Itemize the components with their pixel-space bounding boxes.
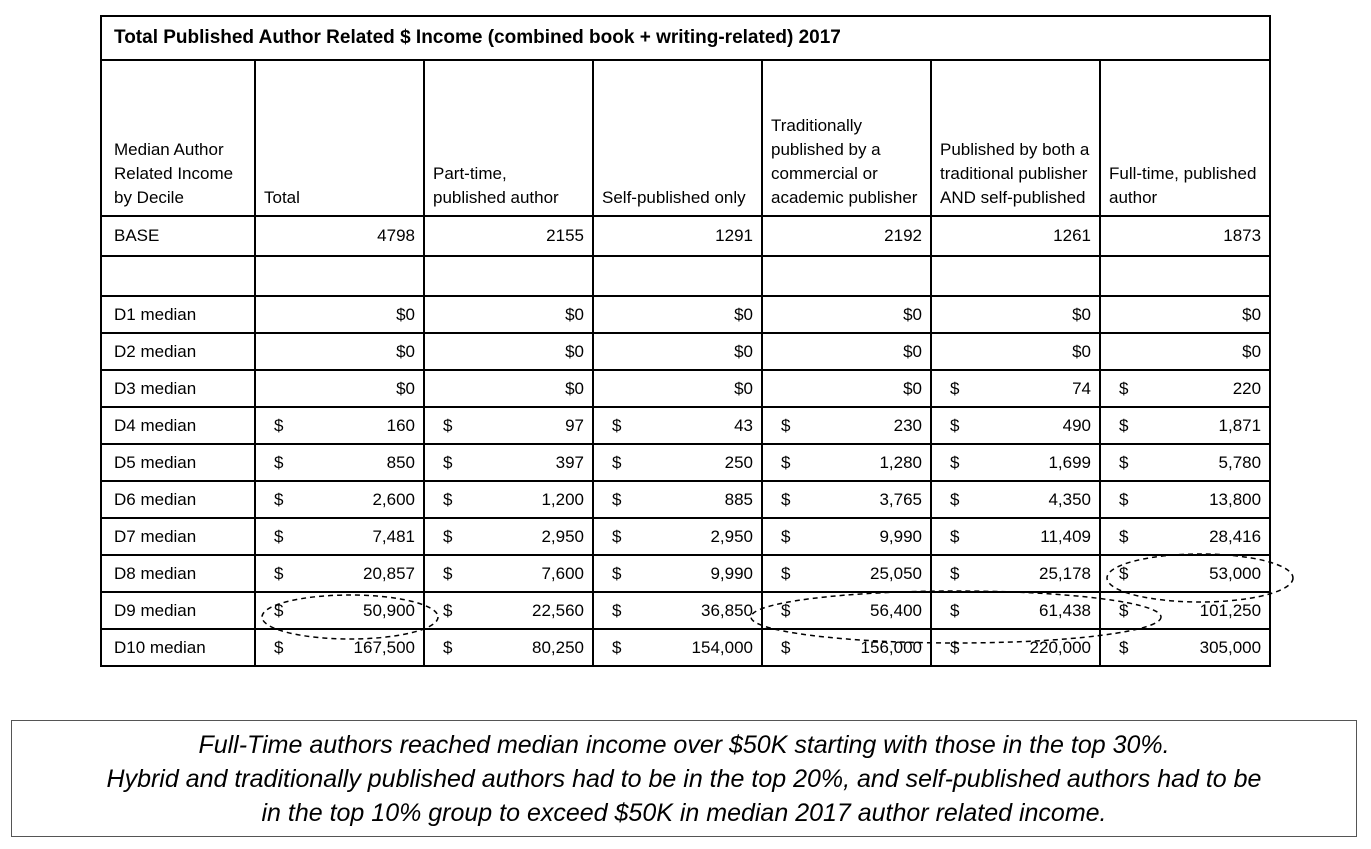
table-cell	[931, 555, 1100, 592]
row-label: D6 median	[101, 481, 255, 518]
table-row	[101, 629, 1270, 666]
cell-value: 61,438	[1039, 600, 1091, 620]
table-cell	[424, 518, 593, 555]
blank-row	[101, 256, 1270, 296]
cell-value: 13,800	[1209, 489, 1262, 509]
cell-value: 160	[386, 415, 415, 435]
currency-symbol: $	[274, 489, 284, 509]
cell-value: 4,350	[1048, 489, 1091, 509]
table-cell	[931, 592, 1100, 629]
currency-symbol: $	[274, 600, 284, 620]
currency-symbol: $	[1119, 489, 1129, 509]
cell-value: 50,900	[363, 600, 415, 620]
base-value: 4798	[255, 216, 424, 256]
cell-value: 490	[1062, 415, 1091, 435]
table-cell	[593, 481, 762, 518]
currency-symbol: $	[950, 489, 960, 509]
cell-value: 2,950	[541, 526, 584, 546]
cell-value: 154,000	[691, 637, 753, 657]
row-label: D3 median	[101, 370, 255, 407]
cell-value: 167,500	[353, 637, 415, 657]
cell-value: 9,990	[710, 563, 753, 583]
table-cell	[1100, 444, 1270, 481]
header-total: Total	[255, 60, 424, 216]
table-cell: $0	[424, 296, 593, 333]
cell-value: 305,000	[1199, 637, 1262, 657]
currency-symbol: $	[781, 600, 791, 620]
table-cell	[255, 555, 424, 592]
cell-value: 97	[565, 415, 584, 435]
currency-symbol: $	[443, 637, 453, 657]
cell-value: 397	[555, 452, 584, 472]
currency-symbol: $	[612, 637, 622, 657]
table-cell	[1100, 555, 1270, 592]
cell-value: 156,000	[860, 637, 922, 657]
table-cell	[424, 481, 593, 518]
table-cell	[255, 481, 424, 518]
cell-value: 74	[1072, 378, 1091, 398]
currency-symbol: $	[274, 415, 284, 435]
table-cell	[593, 629, 762, 666]
currency-symbol: $	[274, 526, 284, 546]
base-value: 2192	[762, 216, 931, 256]
currency-symbol: $	[612, 563, 622, 583]
cell-value: 220,000	[1029, 637, 1091, 657]
currency-symbol: $	[612, 600, 622, 620]
table-cell	[593, 555, 762, 592]
table-cell: $0	[931, 333, 1100, 370]
base-value: 1261	[931, 216, 1100, 256]
table-cell	[255, 518, 424, 555]
table-cell	[1100, 592, 1270, 629]
table-cell	[762, 629, 931, 666]
cell-value: 101,250	[1199, 600, 1262, 620]
currency-symbol: $	[950, 600, 960, 620]
base-row	[101, 216, 1270, 256]
table-cell: $0	[762, 333, 931, 370]
currency-symbol: $	[781, 452, 791, 472]
table-cell	[593, 592, 762, 629]
table-cell: $0	[762, 296, 931, 333]
currency-symbol: $	[443, 452, 453, 472]
row-label: D9 median	[101, 592, 255, 629]
table-cell	[424, 444, 593, 481]
currency-symbol: $	[1119, 563, 1129, 583]
header-self-published: Self-published only	[593, 60, 762, 216]
row-label: D10 median	[101, 629, 255, 666]
cell-value: 3,765	[879, 489, 922, 509]
cell-value: 11,409	[1040, 526, 1091, 546]
table-cell	[1100, 407, 1270, 444]
table-cell	[762, 555, 931, 592]
cell-value: 2,600	[372, 489, 415, 509]
table-row	[101, 333, 1270, 370]
table-cell	[424, 629, 593, 666]
header-hybrid: Published by both a traditional publisher AND self-published	[931, 60, 1100, 216]
currency-symbol: $	[443, 600, 453, 620]
table-cell	[1100, 518, 1270, 555]
decile-rows	[101, 296, 1270, 666]
table-cell: $0	[424, 333, 593, 370]
row-label: D1 median	[101, 296, 255, 333]
cell-value: 7,481	[372, 526, 415, 546]
currency-symbol: $	[950, 415, 960, 435]
base-label: BASE	[101, 216, 255, 256]
currency-symbol: $	[443, 526, 453, 546]
header-decile: Median Author Related Income by Decile	[101, 60, 255, 216]
title-row	[101, 16, 1270, 60]
currency-symbol: $	[950, 637, 960, 657]
cell-value: 7,600	[541, 563, 584, 583]
row-label: D7 median	[101, 518, 255, 555]
base-value: 2155	[424, 216, 593, 256]
cell-value: 250	[724, 452, 753, 472]
table-cell	[1100, 370, 1270, 407]
cell-value: 2,950	[710, 526, 753, 546]
cell-value: 56,400	[870, 600, 922, 620]
cell-value: 850	[386, 452, 415, 472]
currency-symbol: $	[1119, 415, 1129, 435]
table-cell: $0	[931, 296, 1100, 333]
table-cell: $0	[255, 370, 424, 407]
table-row	[101, 555, 1270, 592]
currency-symbol: $	[274, 563, 284, 583]
currency-symbol: $	[1119, 600, 1129, 620]
currency-symbol: $	[274, 452, 284, 472]
table-row	[101, 481, 1270, 518]
table-cell: $0	[255, 296, 424, 333]
table-cell: $0	[593, 333, 762, 370]
header-traditional: Traditionally published by a commercial or academic publisher	[762, 60, 931, 216]
table-title: Total Published Author Related $ Income (combined book + writing-related) 2017	[101, 16, 1270, 60]
cell-value: 230	[893, 415, 922, 435]
cell-value: 1,699	[1048, 452, 1091, 472]
table-cell	[255, 629, 424, 666]
cell-value: 25,050	[870, 563, 922, 583]
cell-value: 53,000	[1209, 563, 1262, 583]
currency-symbol: $	[612, 489, 622, 509]
currency-symbol: $	[443, 489, 453, 509]
currency-symbol: $	[612, 526, 622, 546]
table-cell	[931, 407, 1100, 444]
caption-line: in the top 10% group to exceed $50K in median 2017 author related income.	[261, 798, 1107, 827]
header-part-time: Part-time, published author	[424, 60, 593, 216]
table-row	[101, 370, 1270, 407]
row-label: D4 median	[101, 407, 255, 444]
table-cell	[424, 555, 593, 592]
income-table	[100, 15, 1271, 667]
table-cell	[593, 518, 762, 555]
header-row	[101, 60, 1270, 216]
table-cell: $0	[1100, 333, 1270, 370]
table-row	[101, 407, 1270, 444]
table-cell	[762, 518, 931, 555]
cell-value: 885	[724, 489, 753, 509]
cell-value: 1,871	[1218, 415, 1262, 435]
currency-symbol: $	[781, 637, 791, 657]
currency-symbol: $	[274, 637, 284, 657]
table-cell: $0	[1100, 296, 1270, 333]
table-cell	[931, 518, 1100, 555]
table-cell	[424, 407, 593, 444]
currency-symbol: $	[781, 563, 791, 583]
cell-value: 22,560	[532, 600, 584, 620]
cell-value: 36,850	[701, 600, 753, 620]
table-cell	[931, 629, 1100, 666]
table-cell	[762, 592, 931, 629]
table-cell	[255, 592, 424, 629]
currency-symbol: $	[781, 526, 791, 546]
cell-value: 43	[734, 415, 753, 435]
base-value: 1873	[1100, 216, 1270, 256]
table-cell	[762, 481, 931, 518]
currency-symbol: $	[1119, 452, 1129, 472]
currency-symbol: $	[612, 415, 622, 435]
table-row	[101, 296, 1270, 333]
table-cell	[1100, 629, 1270, 666]
table-row	[101, 518, 1270, 555]
cell-value: 220	[1232, 378, 1262, 398]
table-cell	[931, 444, 1100, 481]
table-cell: $0	[762, 370, 931, 407]
cell-value: 80,250	[532, 637, 584, 657]
table-cell	[762, 444, 931, 481]
caption-box	[11, 720, 1357, 837]
table-cell	[1100, 481, 1270, 518]
base-value: 1291	[593, 216, 762, 256]
table-cell	[762, 407, 931, 444]
cell-value: 20,857	[363, 563, 415, 583]
cell-value: 9,990	[879, 526, 922, 546]
table-cell	[255, 444, 424, 481]
table-cell	[931, 370, 1100, 407]
currency-symbol: $	[950, 452, 960, 472]
table-cell	[255, 407, 424, 444]
currency-symbol: $	[612, 452, 622, 472]
currency-symbol: $	[781, 415, 791, 435]
table-cell: $0	[593, 370, 762, 407]
caption-line: Full-Time authors reached median income over $50K starting with those in the top 30%.	[198, 730, 1170, 759]
table-row	[101, 444, 1270, 481]
row-label: D8 median	[101, 555, 255, 592]
currency-symbol: $	[781, 489, 791, 509]
table-row	[101, 592, 1270, 629]
currency-symbol: $	[1119, 526, 1129, 546]
cell-value: 5,780	[1218, 452, 1262, 472]
currency-symbol: $	[1119, 637, 1129, 657]
cell-value: 1,280	[879, 452, 922, 472]
currency-symbol: $	[1119, 378, 1129, 398]
table-cell: $0	[424, 370, 593, 407]
currency-symbol: $	[443, 563, 453, 583]
table-cell	[593, 407, 762, 444]
caption-line: Hybrid and traditionally published authors had to be in the top 20%, and self-published authors had to be	[106, 764, 1262, 793]
table-cell: $0	[593, 296, 762, 333]
table-cell	[593, 444, 762, 481]
header-full-time: Full-time, published author	[1100, 60, 1270, 216]
row-label: D5 median	[101, 444, 255, 481]
row-label: D2 median	[101, 333, 255, 370]
currency-symbol: $	[950, 563, 960, 583]
table-cell	[424, 592, 593, 629]
currency-symbol: $	[950, 526, 960, 546]
table-cell: $0	[255, 333, 424, 370]
cell-value: 28,416	[1209, 526, 1262, 546]
cell-value: 1,200	[541, 489, 584, 509]
currency-symbol: $	[443, 415, 453, 435]
currency-symbol: $	[950, 378, 960, 398]
table-cell	[931, 481, 1100, 518]
cell-value: 25,178	[1039, 563, 1091, 583]
